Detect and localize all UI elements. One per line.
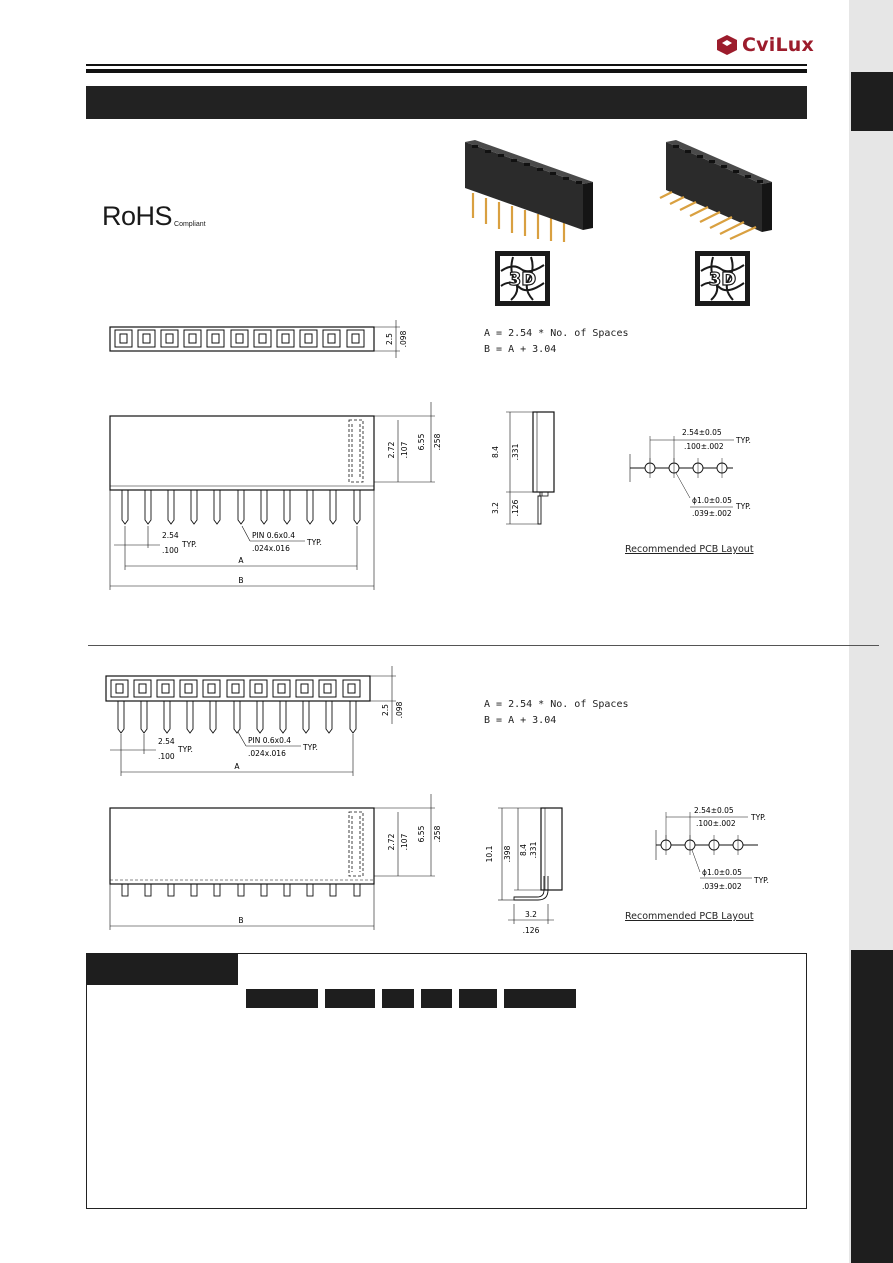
dim-pin-typ-2: TYP.	[303, 743, 318, 752]
dim-655: 6.55	[417, 433, 426, 451]
formula-b: B = A + 3.04	[484, 344, 557, 355]
part-number-block	[246, 989, 318, 1008]
side-dim-32-2: 3.2	[525, 910, 537, 919]
part-number-block	[382, 989, 414, 1008]
part-number-block	[421, 989, 452, 1008]
dim-pitch-mm: 2.54	[162, 531, 179, 540]
top-view-drawing-2	[96, 664, 426, 782]
dim-height-in: .098	[399, 330, 408, 348]
rohs-main-text: RoHS	[102, 201, 173, 231]
side-dim-126-2: .126	[522, 926, 540, 935]
dim-height-in-2: .098	[395, 701, 404, 719]
dim-typ: TYP.	[182, 540, 197, 549]
rohs-sub-text: Compliant	[174, 221, 206, 228]
pcb-hole-in: .039±.002	[692, 509, 732, 518]
part-number-block	[459, 989, 497, 1008]
side-dim-331: .331	[511, 443, 520, 461]
header-rule-thick	[86, 69, 807, 73]
pcb-pitch-typ-2: TYP.	[751, 813, 766, 822]
dim-height-mm: 2.5	[385, 333, 394, 345]
part-number-blocks	[246, 989, 576, 1008]
product-photo-right-angle	[652, 138, 782, 246]
dim-pin-typ: TYP.	[307, 538, 322, 547]
dim-pin-mm-2: PIN 0.6x0.4	[248, 736, 292, 745]
formula-a: A = 2.54 * No. of Spaces	[484, 699, 629, 710]
3d-model-icon	[695, 251, 750, 306]
brand-name: CviLux	[742, 34, 814, 56]
pcb-pitch-in: .100±.002	[684, 442, 724, 451]
formula-block-2	[484, 697, 629, 729]
side-dim-331-2: .331	[529, 841, 538, 859]
formula-b: B = A + 3.04	[484, 715, 557, 726]
3d-badge-label: 3D	[708, 269, 737, 290]
pcb-layout-drawing-2	[648, 800, 818, 892]
dim-pitch-in: .100	[162, 546, 179, 555]
dim-258: .258	[433, 433, 442, 451]
pcb-layout-label-2: Recommended PCB Layout	[625, 911, 754, 922]
ordering-tab	[86, 953, 238, 985]
dim-258-2: .258	[433, 825, 442, 843]
sidebar-tab-bottom	[851, 950, 893, 1263]
part-number-block	[325, 989, 375, 1008]
dim-pitch-mm-2: 2.54	[158, 737, 175, 746]
rohs-mark	[102, 203, 206, 230]
side-dim-84-2: 8.4	[519, 844, 528, 856]
pcb-hole-typ-2: TYP.	[754, 876, 769, 885]
dim-655-2: 6.55	[417, 825, 426, 843]
part-number-block	[504, 989, 576, 1008]
pcb-hole-in-2: .039±.002	[702, 882, 742, 891]
top-view-drawing-1	[100, 310, 420, 360]
dim-107-2: .107	[400, 833, 409, 851]
side-view-drawing-1	[478, 404, 578, 540]
side-view-drawing-2	[478, 800, 578, 942]
dim-107: .107	[400, 441, 409, 459]
3d-model-icon	[495, 251, 550, 306]
front-view-drawing-1	[100, 398, 450, 596]
dim-label-b: B	[238, 576, 244, 585]
section-divider	[88, 645, 879, 646]
side-dim-32: 3.2	[491, 502, 500, 514]
formula-block-1	[484, 326, 629, 358]
product-photo-straight	[455, 138, 595, 246]
dim-pitch-in-2: .100	[158, 752, 175, 761]
pcb-hole-mm-2: ϕ1.0±0.05	[702, 868, 742, 877]
dim-typ-2: TYP.	[178, 745, 193, 754]
side-dim-398: .398	[503, 845, 512, 863]
dim-272: 2.72	[387, 441, 396, 459]
title-bar	[86, 86, 807, 119]
dim-pin-in-2: .024x.016	[248, 749, 286, 758]
side-dim-101: 10.1	[485, 845, 494, 863]
pcb-hole-mm: ϕ1.0±0.05	[692, 496, 732, 505]
pcb-layout-drawing-1	[618, 418, 798, 522]
side-dim-84: 8.4	[491, 446, 500, 458]
formula-a: A = 2.54 * No. of Spaces	[484, 328, 629, 339]
dim-272-2: 2.72	[387, 833, 396, 851]
header-rule-thin	[86, 64, 807, 66]
cvilux-hexagon-icon	[716, 35, 738, 55]
front-view-drawing-2	[100, 792, 450, 934]
sidebar-tab-top	[851, 72, 893, 131]
dim-height-mm-2: 2.5	[381, 704, 390, 716]
dim-label-b-2: B	[238, 916, 244, 925]
pcb-hole-typ: TYP.	[736, 502, 751, 511]
dim-pin-mm: PIN 0.6x0.4	[252, 531, 296, 540]
dim-pin-in: .024x.016	[252, 544, 290, 553]
pcb-pitch-mm: 2.54±0.05	[682, 428, 722, 437]
pcb-pitch-mm-2: 2.54±0.05	[694, 806, 734, 815]
pcb-pitch-in-2: .100±.002	[696, 819, 736, 828]
pcb-layout-label: Recommended PCB Layout	[625, 544, 754, 555]
brand-logo	[716, 34, 814, 56]
pcb-pitch-typ: TYP.	[736, 436, 751, 445]
side-dim-126: .126	[511, 499, 520, 517]
3d-badge-label: 3D	[508, 269, 537, 290]
dim-label-a: A	[238, 556, 244, 565]
dim-label-a-2: A	[234, 762, 240, 771]
